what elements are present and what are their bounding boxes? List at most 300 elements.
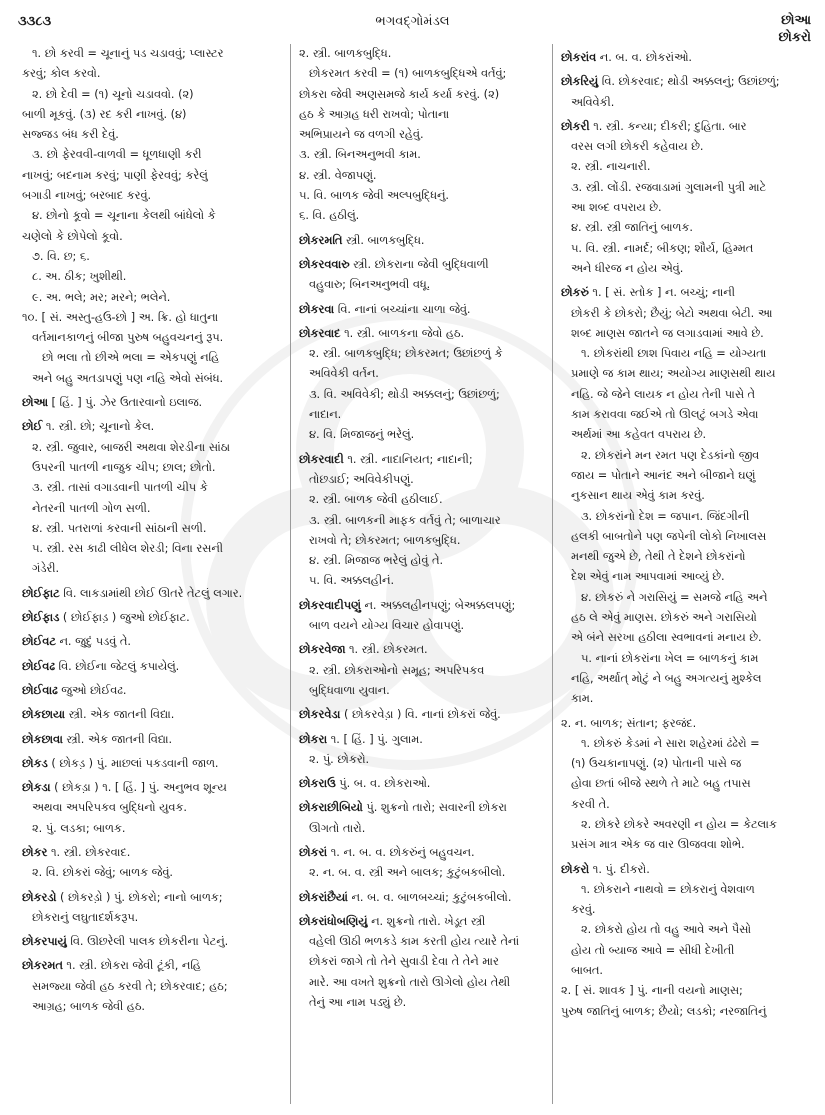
headword: છોકરવાદીપણું [299, 598, 361, 612]
entry-line [299, 85, 544, 105]
entry-line [561, 774, 806, 794]
entry-headword-line [299, 730, 544, 750]
entry-line [299, 405, 544, 425]
definition-text: નાદાન. [309, 408, 342, 422]
definition-text: જુઓ છોઈવઢ. [57, 683, 127, 697]
entry-headword-line [299, 255, 544, 275]
entry-headword-line [561, 72, 806, 92]
entry-headword-line [561, 117, 806, 137]
definition-text: હોય તો બ્યાજ આવે = સીધી દેખીતી [571, 943, 735, 957]
entry-line [561, 880, 806, 900]
definition-text: છોકરાનું લઘુતાદર્શકરૂપ. [32, 910, 139, 924]
entry-line [22, 44, 282, 64]
definition-text: પ્રસંગ માત્ર એક જ વાર ઊજવવા શોભે. [571, 838, 745, 852]
guide-words [779, 12, 811, 46]
entry-line [22, 328, 282, 348]
entry-line [561, 567, 806, 587]
entry-line [561, 198, 806, 218]
entry-line [22, 908, 282, 928]
definition-text: છોકરી કે છોકરો; છૈયું; બેટો અથવા બેટી. આ [571, 306, 773, 320]
entry-line [22, 499, 282, 519]
entry-line [22, 85, 282, 105]
headword: છોકરવેડા [299, 708, 341, 722]
entry-line [22, 64, 282, 84]
entry-line [22, 977, 282, 997]
definition-text: ન. બ. વ. છોકરાંઓ. [596, 51, 692, 64]
column-right [552, 44, 814, 1104]
definition-text: ૧. સ્ત્રી. છોકરવાદ. [47, 845, 131, 859]
entry-line [22, 125, 282, 145]
definition-text: ન. જુદું પડવું તે. [55, 635, 131, 649]
entry-headword-line [299, 843, 544, 863]
entry-line [299, 993, 544, 1013]
entry-line [561, 425, 806, 445]
definition-text: નેતરની પાતળી ગોળ સળી. [32, 501, 151, 515]
headword: છોકછાયા [22, 708, 66, 722]
definition-text: રાખવો તે; છોકરમત; બાળકબુદ્ધિ. [309, 533, 461, 547]
definition-text: કામ. [571, 692, 594, 706]
definition-text: વિ. નાનાં બચ્ચાંના ચાળા જેવું. [334, 302, 471, 316]
entry-line [299, 511, 544, 531]
entry-line [299, 819, 544, 839]
entry-line [299, 385, 544, 405]
definition-text: ૧. છોકરું કેડમાં ને સારા શહેરમાં ઢંઢેરો = [581, 736, 760, 750]
headword: છોકરો [561, 862, 590, 876]
definition-text: ૫. વિ. સ્ત્રી. નામર્દ; બીકણ; શૌર્ય, હિમ્મત [571, 241, 754, 255]
entry-headword-line [22, 754, 282, 774]
entry-headword-line [22, 888, 282, 908]
headword: છોકરડો [22, 890, 57, 904]
definition-text: ૨. સ્ત્રી. જુવાર, બાજરી અથવા શેરડીના સાંઠા [32, 440, 231, 454]
headword: છોઈફાટ [22, 586, 60, 600]
definition-text: હોવા છતાં બીજે સ્થળે તે માટે બહુ તપાસ [571, 777, 751, 791]
definition-text: ૪. સ્ત્રી. વેજાપણું. [299, 168, 377, 182]
headword: છોકરાઉ [299, 777, 336, 791]
headword: છોકડા [22, 781, 51, 795]
entry-line [22, 539, 282, 559]
entry-line [561, 981, 806, 1001]
definition-text: ૯. અ. ભલે; મર; મરને; ભલેને. [32, 290, 171, 304]
definition-text: ( છોકડ઼ા ) ૧. [ હિં. ] પું. અનુભવ શૂન્ય [50, 781, 227, 795]
definition-text: વિ. ઊછરેલી પાલક છોકરીના પેટનું. [66, 935, 229, 949]
definition-text: વહુવારુ; બિનઅનુભવી વધૂ. [309, 278, 431, 292]
entry-line [561, 795, 806, 815]
definition-text: છોકરા જેવી અણસમજે કાર્ય કર્યા કરવું. (૨) [299, 87, 500, 101]
headword: છોઈફાડ [22, 611, 60, 625]
entry-headword-line [22, 956, 282, 976]
entry-line [299, 275, 544, 295]
entry-line [561, 239, 806, 259]
definition-text: ૧. સ્ત્રી. છોકરમત. [345, 643, 428, 657]
entry-line [299, 166, 544, 186]
definition-text: ૩. છોકરાંનો દેશ = જપાન. જિંદગીની [581, 509, 750, 523]
entry-line [561, 714, 806, 734]
definition-text: ૨. છોકરાંને મન રમત પણ દેડકાંનો જીવ [581, 448, 760, 462]
entry-line [561, 649, 806, 669]
definition-text: ( છોકડ઼ ) પું. માછલાં પકડવાની જાળ. [47, 756, 219, 770]
entry-line [299, 932, 544, 952]
headword: છોકરાછીબિયો [299, 801, 363, 815]
definition-text: અને બહુ અતડાપણું પણ નહિ એવો સંબંધ. [32, 371, 224, 385]
entry-line [561, 446, 806, 466]
definition-text: ૪. સ્ત્રી. મિજાજ ભરેલું હોવું તે. [309, 554, 444, 568]
definition-text: કામ કરાવવા જઈએ તો ઊલટું બગડે એવા [571, 408, 759, 422]
entry-line [561, 405, 806, 425]
entry-line [561, 689, 806, 709]
definition-text: સ્ત્રી. એક જાતની વિદ્યા. [65, 708, 175, 722]
entry-line [22, 369, 282, 389]
definition-text: સ્ત્રી. છોકરાના જેવી બુદ્ધિવાળી [349, 257, 489, 271]
entry-line [299, 490, 544, 510]
definition-text: અવિવેકી વર્તન. [309, 367, 379, 381]
definition-text: સજ્જડ બંધ કરી દેવું. [22, 128, 119, 142]
definition-text: પું. શુક્રનો તારો; સવારની છોકરા [362, 801, 507, 815]
definition-text: ૨. સ્ત્રી. બાળકબુદ્ધિ. [299, 47, 392, 60]
entry-line [561, 588, 806, 608]
definition-text: અવિવેકી. [571, 95, 615, 109]
definition-text: એ બંને સરખા હઠીલા સ્વભાવનાં મનાય છે. [571, 631, 762, 645]
entry-headword-line [299, 798, 544, 818]
entry-line [561, 835, 806, 855]
page-number: ૩૩૮૩ [18, 14, 52, 29]
headword: છોકછાવા [22, 732, 63, 746]
entry-headword-line [299, 705, 544, 725]
definition-text: હલકી બાબતોને પણ જપેની લોકો નિખાલસ [571, 529, 767, 543]
definition-text: જાય = પોતાને આનંદ અને બીજાને ઘણું [571, 468, 756, 482]
headword: છોકરવવારુ [299, 257, 350, 271]
entry-headword-line [299, 596, 544, 616]
entry-headword-line [22, 681, 282, 701]
page-header [0, 0, 825, 45]
definition-text: ૧૦. [ સં. અસ્તુ-હઉ-છો ] અ. ક્રિ. હો ધાતુના [22, 310, 219, 324]
entry-line [561, 364, 806, 384]
entry-line [299, 571, 544, 591]
definition-text: ૧. સ્ત્રી. છોકરા જેવી ટૂંકી, નહિ [62, 959, 201, 973]
entry-line [561, 734, 806, 754]
entry-line [299, 145, 544, 165]
definition-text: ન. શુક્રનો તારો. ખેડૂત સ્ત્રી [367, 914, 486, 928]
entry-headword-line [22, 608, 282, 628]
entry-line [561, 527, 806, 547]
definition-text: છોકરાં જાગે તો તેને સુવાડી દેવા તે તેને માર [309, 955, 499, 969]
definition-text: ૮. અ. ઠીક; ખુશીથી. [32, 270, 127, 284]
entry-line [561, 218, 806, 238]
definition-text: તોછડાઈ; અવિવેકીપણું. [309, 472, 414, 486]
definition-text: ઉપરની પાતળી નાજુક ચીપ; છાલ; છોતો. [32, 460, 216, 474]
entry-line [299, 616, 544, 636]
headword: છોકરાંધોબણિયું [299, 914, 368, 928]
definition-text: ગંડેરી. [32, 562, 60, 576]
headword: છોઈવટ [22, 635, 56, 649]
definition-text: ૪. સ્ત્રી. પતરાળાં કરવાની સાંઠાની સળી. [32, 521, 207, 535]
entry-line [561, 486, 806, 506]
entry-line [22, 819, 282, 839]
entry-line [561, 900, 806, 920]
headword: છોકરાંછૈયાં [299, 890, 348, 904]
entry-line [22, 863, 282, 883]
entry-line [561, 628, 806, 648]
definition-text: આગ્રહ; બાળક જેવી હઠ. [32, 1000, 146, 1014]
definition-text: ૩. છો ફેરવવી-વાળવી = ધૂળધાણી કરી [32, 148, 202, 162]
entry-headword-line [299, 888, 544, 908]
definition-text: કરવું. [571, 903, 596, 917]
definition-text: ૧. છોકરાને નાથવો = છોકરાનું વેશવાળ [581, 882, 755, 896]
headword: છોકરવા [299, 302, 335, 316]
column-left [14, 44, 290, 1104]
guide-word-last: છોકરો [778, 30, 811, 45]
definition-text: ૨. ન. બાળક; સંતાન; ફરજંદ. [561, 716, 697, 730]
entry-line [561, 961, 806, 981]
entry-line [22, 267, 282, 287]
definition-text: ૬. વિ. હઠીલું. [299, 209, 360, 223]
definition-text: ૨. ન. બ. વ. સ્ત્રી અને બાલક; કુટુંબકબીલો. [309, 866, 506, 880]
definition-text: અભિપ્રાયને જ વળગી રહેવું. [299, 128, 424, 142]
entry-headword-line [299, 912, 544, 932]
entry-line [22, 206, 282, 226]
entry-line [22, 458, 282, 478]
entry-line [561, 178, 806, 198]
headword: છોકર [22, 845, 48, 859]
entry-line [22, 227, 282, 247]
entry-line [299, 551, 544, 571]
definition-text: ૪. છોનો કૂવો = ચૂનાના કેલથી બાંધેલો કે [32, 209, 216, 223]
entry-line [561, 137, 806, 157]
entry-headword-line [22, 584, 282, 604]
entry-line [22, 478, 282, 498]
headword: છોકડ [22, 756, 48, 770]
definition-text: ૩. સ્ત્રી. લોંડી. રજવાડામાં ગુલામની પુત્રી માટે [571, 180, 767, 194]
definition-text: ૧. છોકરાંથી છાશ પિવાય નહિ = યોગ્યતા [581, 347, 767, 361]
definition-text: વરસ લગી છોકરી કહેવાય છે. [571, 140, 704, 154]
entry-line [299, 681, 544, 701]
entry-line [299, 863, 544, 883]
column-middle [290, 44, 552, 1104]
entry-headword-line [299, 450, 544, 470]
definition-text: ૪. સ્ત્રી. સ્ત્રી જાતિનું બાળક. [571, 221, 693, 235]
headword: છોકરવાદ [299, 326, 341, 340]
entry-line [299, 425, 544, 445]
entry-headword-line [299, 300, 544, 320]
dictionary-columns [14, 44, 814, 1104]
definition-text: ૨. વિ. છોકરાં જેવું; બાળક જેવું. [32, 866, 173, 880]
entry-line [299, 750, 544, 770]
definition-text: બાળી મૂકવું. (૩) રદ કરી નાખવું. (૪) [22, 107, 187, 121]
entry-line [299, 125, 544, 145]
definition-text: હઠ લે એવું માણસ. છોકરું અને ગરાસિયો [571, 611, 757, 625]
headword: છોકરમતિ [299, 233, 343, 247]
entry-line [299, 44, 544, 64]
definition-text: નહિ, અર્થાત્ મોટું ને બહુ અગત્યનું મુશ્કેલ [571, 671, 762, 685]
definition-text: મનથી જુએ છે, તેથી તે દેશને છોકરાંનો [571, 550, 746, 564]
headword: છોઈવઢ [22, 659, 55, 673]
definition-text: ૨. છોકરો હોય તો વહુ આવે અને પૈસો [581, 923, 752, 937]
entry-line [22, 247, 282, 267]
definition-text: ૫. સ્ત્રી. રસ કાઢી લીધેલ શેરડી; વિના રસની [32, 542, 223, 556]
entry-line [22, 288, 282, 308]
definition-text: ૪. વિ. મિજાજનું ભરેલું. [309, 428, 415, 442]
definition-text: હઠ કે આગ્રહ ધરી રાખવો; પોતાના [299, 107, 450, 121]
definition-text: બાબત. [571, 964, 603, 978]
definition-text: કરવી તે. [571, 797, 610, 811]
entry-line [299, 973, 544, 993]
definition-text: ૧. સ્ત્રી. છો; ચૂનાનો કેલ. [42, 420, 155, 434]
entry-line [299, 105, 544, 125]
definition-text: પુરુષ જાતિનું બાળક; છૈયો; લડકો; નરજાતિનું [561, 1004, 767, 1018]
entry-line [561, 920, 806, 940]
entry-line [561, 304, 806, 324]
entry-line [561, 815, 806, 835]
definition-text: વિ. છોકરવાદ; થોડી અક્કલનું; ઉછાંછળું; [598, 75, 780, 89]
headword: છોકરાંવ [561, 51, 597, 64]
definition-text: ૩. સ્ત્રી. બિનઅનુભવી કામ. [299, 148, 421, 162]
headword: છોકરિયું [561, 75, 599, 89]
definition-text: સ્ત્રી. બાળકબુદ્ધિ. [342, 233, 425, 247]
definition-text: ૨. સ્ત્રી. બાળક જેવી હઠીલાઈ. [309, 493, 443, 507]
definition-text: ૧. [ હિં. ] પું. ગુલામ. [327, 732, 423, 746]
definition-text: વહેલી ઊઠી ભળકડે કામ કરતી હોય ત્યારે તેનાં [309, 935, 520, 949]
entry-line [22, 348, 282, 368]
definition-text: બગાડી નાખવું; બરબાદ કરવું. [22, 189, 152, 203]
entry-line [561, 93, 806, 113]
definition-text: વિ. લાકડામાંથી છોઈ ઊતરે તેટલું લગાર. [59, 586, 243, 600]
entry-line [561, 157, 806, 177]
definition-text: [ હિં. ] પું. ઝેર ઉતારવાનો ઇલાજ. [47, 396, 203, 410]
definition-text: અને ધીરજ ન હોય એવું. [571, 261, 684, 275]
definition-text: ૨. પું. છોકરો. [309, 752, 370, 766]
entry-headword-line [22, 705, 282, 725]
definition-text: ૧. પું. દીકરો. [589, 862, 650, 876]
definition-text: ૨. છો દેવી = (૧) ચૂનો ચડાવવો. (૨) [32, 87, 194, 101]
entry-line [561, 324, 806, 344]
headword: છોકરવેજા [299, 643, 346, 657]
definition-text: સ્ત્રી. એક જાતની વિદ્યા. [62, 732, 173, 746]
entry-headword-line [22, 417, 282, 437]
entry-line [561, 466, 806, 486]
entry-line [22, 166, 282, 186]
definition-text: મારે. આ વખતે શુક્રનો તારો ઊગેલો હોય તેથી [309, 975, 511, 989]
entry-line [299, 470, 544, 490]
definition-text: ૩. સ્ત્રી. તાસાં વગાડવાની પાતળી ચીપ કે [32, 481, 208, 495]
definition-text: ૨. છોકરે છોકરે અવરણી ન હોય = કેટલાક [581, 817, 777, 831]
definition-text: બુદ્ધિવાળા યુવાન. [309, 683, 390, 697]
definition-text: ૫. નાનાં છોકરાંના ખેલ = બાળકનું કામ [581, 651, 759, 665]
entry-headword-line [22, 843, 282, 863]
definition-text: ૧. સ્ત્રી. નાદાનિયત; નાદાની; [343, 452, 473, 466]
entry-line [561, 941, 806, 961]
entry-headword-line [22, 657, 282, 677]
entry-headword-line [22, 778, 282, 798]
entry-line [299, 206, 544, 226]
definition-text: ૨. [ સં. શાવક ] પું. નાની વયનો માણસ; [561, 984, 743, 998]
definition-text: કરવું; કોલ કરવો. [22, 67, 101, 81]
definition-text: નુકસાન થાય એવું કામ કરવું. [571, 489, 705, 503]
definition-text: ૩. સ્ત્રી. બાળકની માફક વર્તવું તે; બાળાચાર [309, 513, 501, 527]
definition-text: ( છોકરડ઼ો ) પું. છોકરો; નાનો બાળક; [56, 890, 223, 904]
entry-line [561, 259, 806, 279]
headword: છોકરપાયું [22, 935, 67, 949]
entry-headword-line [299, 640, 544, 660]
definition-text: ( છોઈફાડ઼ ) જુઓ છોઈફાટ. [59, 611, 190, 625]
definition-text: પ્રમાણે જ કામ થાય; અયોગ્ય માણસથી થાય [571, 367, 776, 381]
entry-line [22, 186, 282, 206]
definition-text: ૧. [ સં. સ્તોક ] ન. બચ્ચું; નાની [588, 286, 735, 300]
definition-text: ૩. વિ. અવિવેકી; થોડી અક્કલનું; ઉછાંછળું; [309, 387, 500, 401]
definition-text: ૪. છોકરું ને ગરાસિયું = સમજે નહિ અને [581, 590, 768, 604]
definition-text: ( છોકરવેડ઼ા ) વિ. નાનાં છોકરાં જેવું. [340, 708, 501, 722]
definition-text: નહિ. જે જેને લાયક ન હોય તેની પાસે તે [571, 387, 756, 401]
entry-headword-line [22, 393, 282, 413]
definition-text: ન. અક્કલહીનપણું; બેઅક્કલપણું; [360, 598, 516, 612]
entry-headword-line [561, 283, 806, 303]
entry-line [561, 507, 806, 527]
entry-headword-line [22, 932, 282, 952]
definition-text: ૫. વિ. બાળક જેવી અલ્પબુદ્ધિનું. [299, 189, 449, 203]
entry-line [299, 952, 544, 972]
headword: છોકરાં [299, 845, 328, 859]
entry-line [22, 438, 282, 458]
definition-text: વિ. છોઈના જેટલું કપાયેલું. [54, 659, 180, 673]
entry-headword-line [299, 231, 544, 251]
entry-headword-line [561, 860, 806, 880]
entry-headword-line [299, 324, 544, 344]
headword: છોઈવાઢ [22, 683, 58, 697]
headword: છોઆ [22, 396, 48, 410]
entry-line [561, 754, 806, 774]
definition-text: નાખવું; બદનામ કરવું; પાણી ફેરવવું; કરેલું [22, 168, 208, 182]
definition-text: ૧. છો કરવી = ચૂનાનું પડ ચડાવવું; પ્લાસ્ટર [32, 47, 224, 60]
entry-line [22, 798, 282, 818]
definition-text: તેનું આ નામ પડ્યું છે. [309, 996, 407, 1010]
headword: છોકરવાદી [299, 452, 344, 466]
definition-text: ચણેલો કે છોપેલો કૂવો. [22, 229, 123, 243]
guide-word-first: છોઆ [781, 13, 811, 28]
entry-line [22, 145, 282, 165]
entry-line [561, 344, 806, 364]
book-title: ભગવદ્ગોમંડલ [375, 14, 450, 29]
entry-line [22, 559, 282, 579]
entry-line [299, 661, 544, 681]
entry-line [561, 1002, 806, 1022]
definition-text: ૭. વિ. છ; ૬. [32, 249, 90, 263]
definition-text: ઊગતો તારો. [309, 821, 366, 835]
definition-text: ૨. પું. લડકા; બાળક. [32, 821, 126, 835]
definition-text: છો ભલા તો છીએ ભલા = એકપણું નહિ [42, 351, 220, 365]
definition-text: ૧. ન. બ. વ. છોકરુંનું બહુવચન. [327, 845, 475, 859]
definition-text: આ શબ્દ વપરાય છે. [571, 201, 662, 215]
headword: છોઈ [22, 420, 43, 434]
entry-line [299, 186, 544, 206]
headword: છોકરું [561, 286, 589, 300]
entry-line [22, 308, 282, 328]
definition-text: અથવા અપરિપકવ બુદ્ધિનો યુવક. [32, 801, 187, 815]
entry-line [22, 997, 282, 1017]
definition-text: ન. બ. વ. બાળબચ્ચાં; કુટુંબકબીલો. [347, 890, 512, 904]
definition-text: વર્તમાનકાળનું બીજા પુરુષ બહુવચનનું રૂપ. [32, 331, 224, 345]
definition-text: સમજ્યા જેવી હઠ કરવી તે; છોકરવાદ; હઠ; [32, 979, 228, 993]
definition-text: (૧) ઉચકાનાપણું. (૨) પોતાની પાસે જ [571, 757, 742, 771]
entry-line [299, 344, 544, 364]
definition-text: પું. બ. વ. છોકરાઓ. [335, 777, 431, 791]
entry-line [561, 669, 806, 689]
definition-text: અર્થમાં આ કહેવત વપરાય છે. [571, 428, 707, 442]
entry-line [299, 364, 544, 384]
entry-line [561, 608, 806, 628]
entry-line [299, 531, 544, 551]
entry-headword-line [561, 48, 806, 68]
definition-text: ૨. સ્ત્રી. બાળકબુદ્ધિ; છોકરમત; ઉછાંછળું કે [309, 347, 503, 361]
definition-text: બાળ વયને યોગ્ય વિચાર હોવાપણું. [309, 619, 465, 633]
definition-text: ૨. સ્ત્રી. છોકરાઓનો સમૂહ; અપરિપકવ [309, 663, 485, 677]
